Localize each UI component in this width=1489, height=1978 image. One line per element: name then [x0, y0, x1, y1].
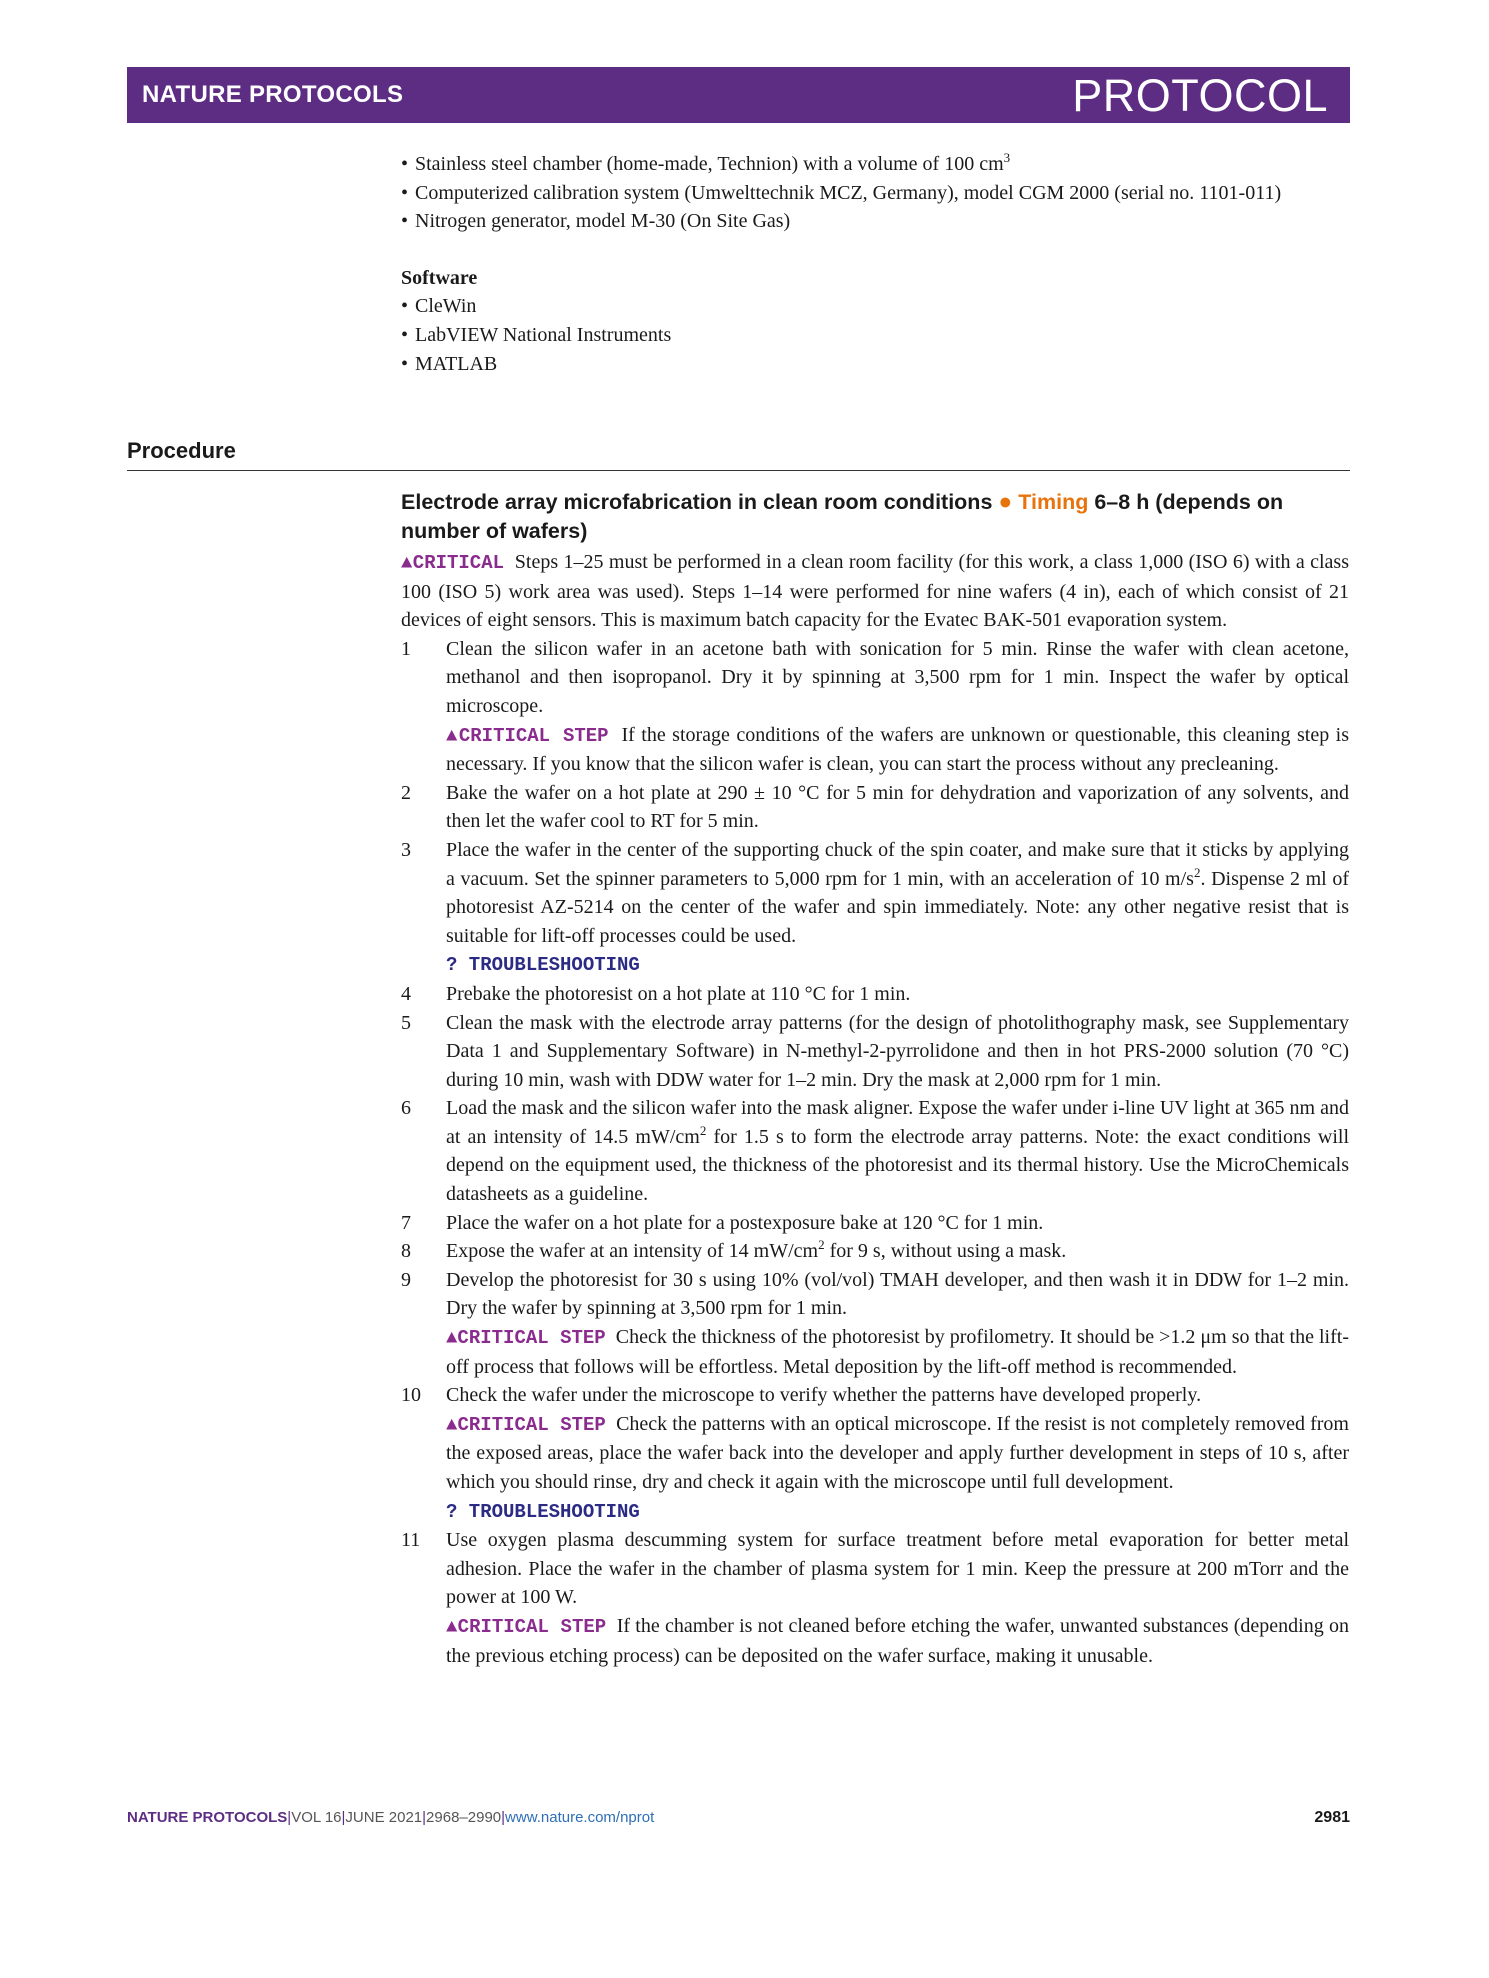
footer-url-link[interactable]: www.nature.com/nprot: [505, 1809, 655, 1826]
list-item: • MATLAB: [401, 352, 498, 375]
list-item: • LabVIEW National Instruments: [401, 323, 672, 346]
timing-dot-icon: ●: [998, 488, 1013, 514]
software-list: [401, 292, 1349, 378]
troubleshooting-link[interactable]: ? TROUBLESHOOTING: [446, 954, 640, 977]
procedure-step: 1 Clean the silicon wafer in an acetone bath with sonication for 5 min. Rinse the wafer with clean acetone, methanol and then isopropanol. Dry it by spinning at 3,500 rpm for 1 min. Inspect the wafer by optical microscope. ▲CRITICAL STEP If the storage conditions of the wafers are unknown or questionable, this cleaning step is necessary. If you know that the silicon wafer is clean, you can start the process without any precleaning.: [401, 635, 1349, 779]
critical-step-note: ▲CRITICAL STEP If the chamber is not cleaned before etching the wafer, unwanted substances (depending on the previous etching process) can be deposited on the wafer surface, making it unusable.: [446, 1614, 1349, 1667]
journal-header-bar: [127, 67, 1350, 123]
list-item: • Stainless steel chamber (home-made, Technion) with a volume of 100 $cm^3$: [401, 150, 1011, 175]
page-number: 2981: [1314, 1809, 1350, 1826]
procedure-step: 6 Load the mask and the silicon wafer into the mask aligner. Expose the wafer under i-line UV light at 365 nm and at an intensity of 14.5 $mW/cm^2$ for 1.5 s to form the electrode array patterns. Note: the exact conditions will depend on the equipment used, the thickness of the photoresist and its thermal history. Use the MicroChemicals datasheets as a guideline.: [401, 1097, 1349, 1206]
list-item: • CleWin: [401, 295, 477, 318]
section-title: Electrode array microfabrication in clean room conditions ● Timing 6–8 h (depends on number of wafers): [401, 488, 1284, 543]
equipment-list: [401, 150, 1349, 236]
procedure-step: 4 Prebake the photoresist on a hot plate at 110 °C for 1 min.: [401, 982, 911, 1005]
timing-value: 6–8 h (depends on number of wafers): [401, 490, 1284, 543]
footer-pages: 2968–2990: [426, 1809, 502, 1826]
list-item: • Computerized calibration system (Umwelttechnik MCZ, Germany), model CGM 2000 (serial no. 1101-011): [401, 181, 1282, 204]
critical-step-note: ▲CRITICAL STEP Check the thickness of the photoresist by profilometry. It should be >1.2 μm so that the lift-off process that follows will be effortless. Metal deposition by the lift-off method is recommended.: [446, 1326, 1349, 1378]
article-type: PROTOCOL: [1072, 70, 1328, 121]
critical-note: ▲CRITICAL Steps 1–25 must be performed in a clean room facility (for this work, a class 1,000 (ISO 6) with a class 100 (ISO 5) work area was used). Steps 1–14 were performed for nine wafers (4 in), each of which consist of 21 devices of eight sensors. This is maximum batch capacity for the Evatec BAK-501 evaporation system.: [401, 551, 1350, 632]
critical-step-note: ▲CRITICAL STEP Check the patterns with an optical microscope. If the resist is not completely removed from the exposed areas, place the wafer back into the developer and apply further development in steps of 10 s, after which you should rinse, dry and check it again with the microscope until full development.: [446, 1412, 1349, 1493]
page-footer: NATURE PROTOCOLS|VOL 16|JUNE 2021|2968–2990|www.nature.com/nprot 2981: [127, 1809, 1350, 1826]
procedure-heading: Procedure: [127, 438, 236, 463]
timing-label: Timing: [1018, 490, 1089, 514]
procedure-step: 10 Check the wafer under the microscope to verify whether the patterns have developed properly. ▲CRITICAL STEP Check the patterns with an optical microscope. If the resist is not completely removed from the exposed areas, place the wafer back into the developer and apply further development in steps of 10 s, after which you should rinse, dry and check it again with the microscope until full development. ? TROUBLESHOOTING: [401, 1381, 1349, 1526]
procedure-step: 5 Clean the mask with the electrode array patterns (for the design of photolithography mask, see Supplementary Data 1 and Supplementary Software) in N-methyl-2-pyrrolidone and then in hot PRS-2000 solution (70 °C) during 10 min, wash with DDW water for 1–2 min. Dry the mask at 2,000 rpm for 1 min.: [401, 1011, 1349, 1091]
procedure-body: [401, 487, 1349, 1670]
footer-date: JUNE 2021: [345, 1809, 423, 1826]
procedure-step: 2 Bake the wafer on a hot plate at 290 ± 10 °C for 5 min for dehydration and vaporization of any solvents, and then let the wafer cool to RT for 5 min.: [401, 781, 1349, 833]
critical-label: ▲CRITICAL: [401, 552, 505, 574]
procedure-step: 9 Develop the photoresist for 30 s using 10% (vol/vol) TMAH developer, and then wash it in DDW for 1–2 min. Dry the wafer by spinning at 3,500 rpm for 1 min. ▲CRITICAL STEP Check the thickness of the photoresist by profilometry. It should be >1.2 μm so that the lift-off process that follows will be effortless. Metal deposition by the lift-off method is recommended.: [401, 1266, 1349, 1381]
procedure-step: 7 Place the wafer on a hot plate for a postexposure bake at 120 °C for 1 min.: [401, 1211, 1044, 1234]
list-item: • Nitrogen generator, model M-30 (On Site Gas): [401, 210, 791, 233]
footer-journal: NATURE PROTOCOLS: [127, 1809, 288, 1826]
software-heading: Software: [401, 266, 478, 289]
critical-step-note: ▲CRITICAL STEP If the storage conditions of the wafers are unknown or questionable, this cleaning step is necessary. If you know that the silicon wafer is clean, you can start the process without any precleaning.: [446, 723, 1350, 776]
procedure-step: 3 Place the wafer in the center of the supporting chuck of the spin coater, and make sure that it sticks by applying a vacuum. Set the spinner parameters to 5,000 rpm for 1 min, with an acceleration of 10 $m/s^2$. Dispense 2 ml of photoresist AZ-5214 on the center of the wafer and spin immediately. Note: any other negative resist that is suitable for lift-off processes could be used. ? TROUBLESHOOTING: [401, 836, 1349, 980]
section-divider: [127, 470, 1350, 471]
procedure-step: 11 Use oxygen plasma descumming system for surface treatment before metal evaporation for better metal adhesion. Place the wafer in the chamber of plasma system for 1 min. Keep the pressure at 200 mTorr and the power at 100 W. ▲CRITICAL STEP If the chamber is not cleaned before etching the wafer, unwanted substances (depending on the previous etching process) can be deposited on the wafer surface, making it unusable.: [401, 1526, 1349, 1670]
journal-name: NATURE PROTOCOLS: [142, 81, 404, 108]
troubleshooting-link[interactable]: ? TROUBLESHOOTING: [446, 1500, 640, 1523]
footer-volume: VOL 16: [291, 1809, 342, 1826]
equipment-section: [401, 150, 1349, 378]
procedure-step: 8 Expose the wafer at an intensity of 14 $mW/cm^2$ for 9 s, without using a mask.: [401, 1237, 1067, 1263]
